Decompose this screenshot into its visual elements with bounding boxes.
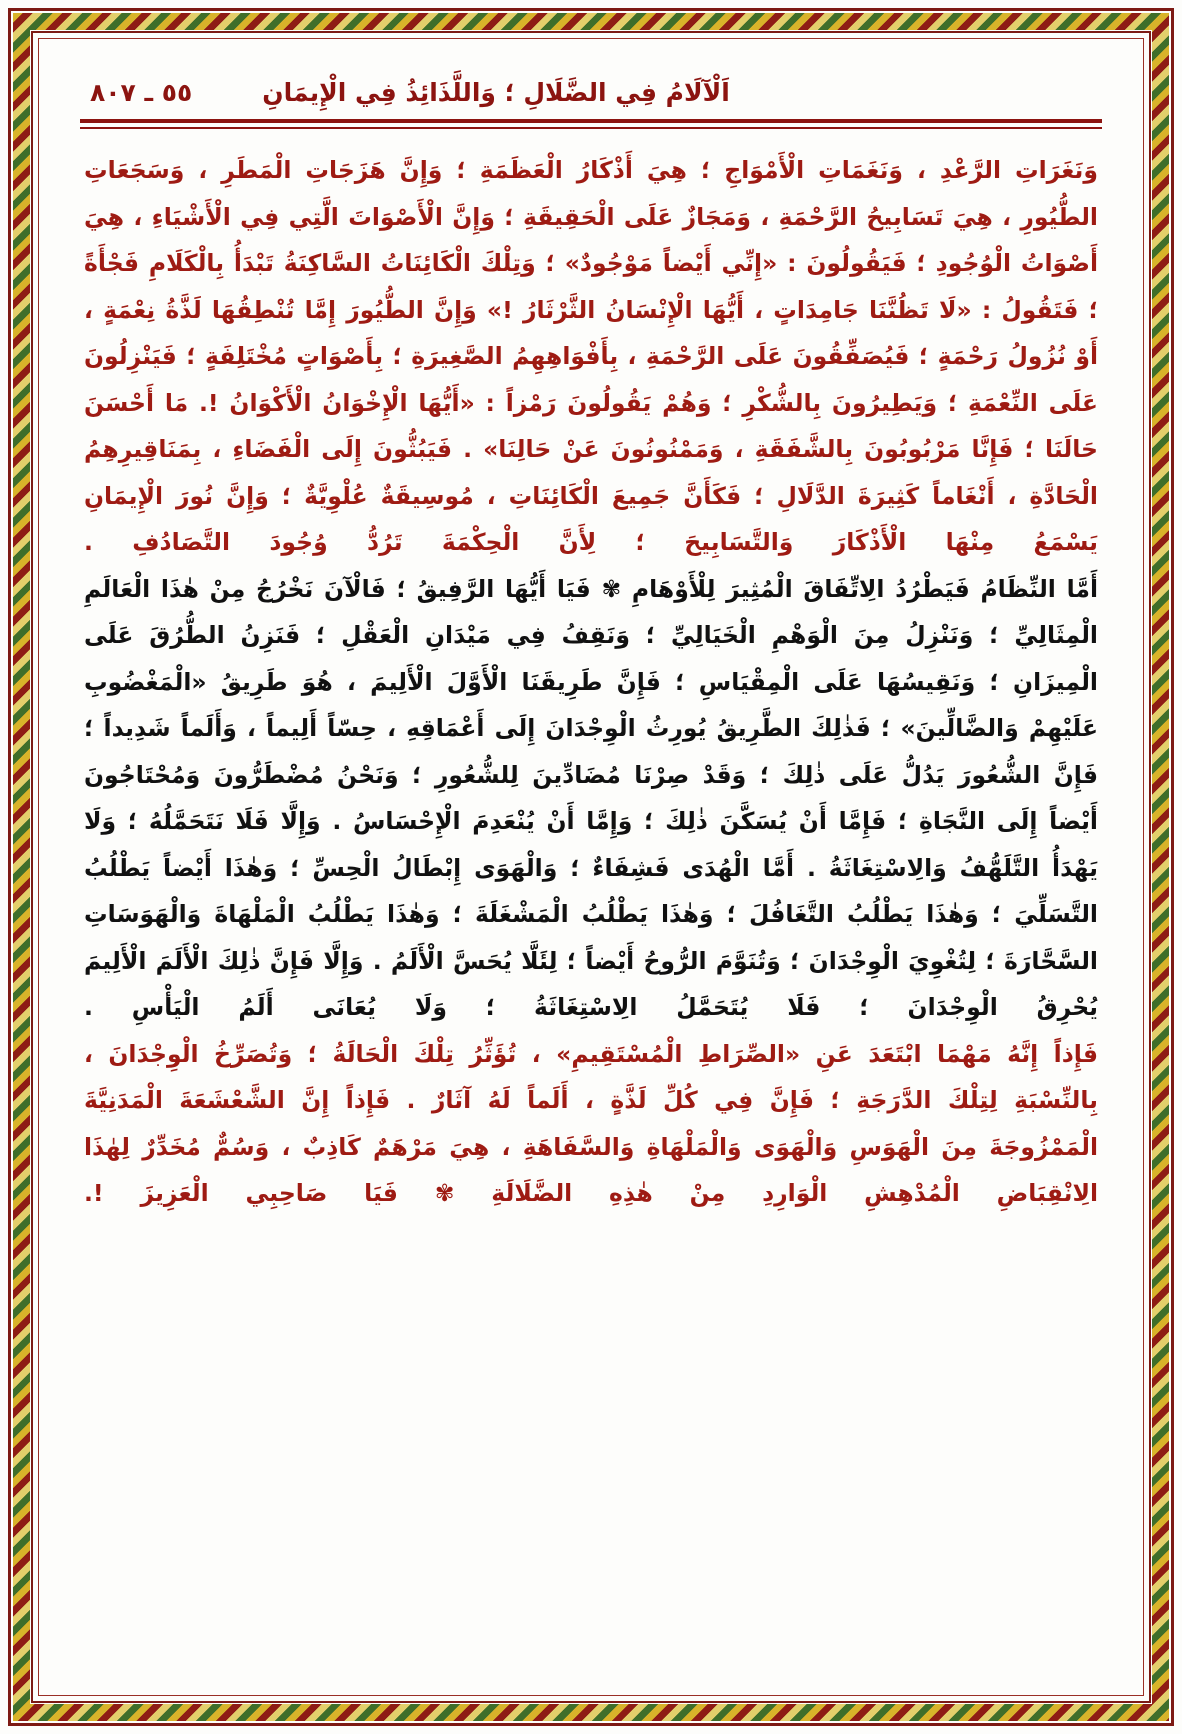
paragraph-one: وَنَغَرَاتِ الرَّعْدِ ، وَنَغَمَاتِ الْأَمْوَاجِ ؛ هِيَ أَذْكَارُ الْعَظَمَةِ ؛ وَإِنَّ هَزَجَاتِ الْمَطَرِ ، وَسَجَعَاتِ الطُّيُورِ ، هِيَ تَسَابِيحُ الرَّحْمَةِ ، وَمَجَازٌ عَلَى الْحَقِيقَةِ ؛ وَإِنَّ الْأَصْوَاتَ الَّتِي فِي الْأَشْيَاءِ ، هِيَ أَصْوَاتُ الْوُجُودِ ؛ فَيَقُولُونَ : «إِنِّي أَيْضاً مَوْجُودٌ» ؛ وَتِلْكَ الْكَائِنَاتُ السَّاكِنَةُ تَبْدَأُ بِالْكَلَامِ فَجْأَةً ؛ فَتَقُولُ : «لَا تَظُنَّنَا جَامِدَاتٍ ، أَيُّهَا الْإِنْسَانُ الثَّرْثَارُ !» وَإِنَّ الطُّيُورَ إِمَّا تُنْطِقُهَا لَذَّةُ نِعْمَةٍ ، أَوْ نُزُولُ رَحْمَةٍ ؛ فَيُصَفِّقُونَ عَلَى الرَّحْمَةِ ، بِأَفْوَاهِهِمُ الصَّغِيرَةِ ؛ بِأَصْوَاتٍ مُخْتَلِفَةٍ ؛ فَيَنْزِلُونَ عَلَى النِّعْمَةِ ؛ وَيَطِيرُونَ بِالشُّكْرِ ؛ وَهُمْ يَقُولُونَ رَمْزاً : «أَيُّهَا الْإِخْوَانُ الْأَكْوَانُ !. مَا أَحْسَنَ حَالَنَا ؛ فَإِنَّا مَرْبُوبُونَ بِالشَّفَقَةِ ، وَمَمْنُونُونَ عَنْ حَالِنَا» . فَيَبُثُّونَ إِلَى الْفَضَاءِ ، بِمَنَاقِيرِهِمُ الْحَادَّةِ ، أَنْغَاماً كَثِيرَةَ الدَّلَالِ ؛ فَكَأَنَّ جَمِيعَ الْكَائِنَاتِ ، مُوسِيقَةٌ عُلْوِيَّةٌ ؛ وَإِنَّ نُورَ الْإِيمَانِ يَسْمَعُ مِنْهَا الْأَذْكَارَ وَالتَّسَابِيحَ ؛ لِأَنَّ الْحِكْمَةَ تَرُدُّ وُجُودَ التَّصَادُفِ . <box>84 156 1098 557</box>
page-header <box>76 78 1106 107</box>
paragraph-three: فَإِذاً إِنَّهُ مَهْمَا ابْتَعَدَ عَنِ «الصِّرَاطِ الْمُسْتَقِيمِ» ، تُؤَثِّرُ تِلْكَ الْحَالَةُ ؛ وَتُصَرِّخُ الْوِجْدَانَ ، بِالنِّسْبَةِ لِتِلْكَ الدَّرَجَةِ ؛ فَإِنَّ فِي كُلِّ لَذَّةٍ ، أَلَماً لَهُ آثَارٌ . فَإِذاً إِنَّ الشَّعْشَعَةَ الْمَدَنِيَّةَ الْمَمْزُوجَةَ مِنَ الْهَوَسِ وَالْهَوَى وَالْمَلْهَاةِ وَالسَّفَاهَةِ ، هِيَ مَرْهَمٌ كَاذِبٌ ، وَسُمٌّ مُخَدِّرٌ لِهٰذَا الِانْقِبَاضِ الْمُدْهِشِ الْوَارِدِ مِنْ هٰذِهِ الضَّلَالَةِ ✾ فَيَا صَاحِبِي الْعَزِيزَ !. <box>84 1039 1098 1208</box>
paragraph-two: أَمَّا النِّظَامُ فَيَطْرُدُ الِاتِّفَاقَ الْمُثِيرَ لِلْأَوْهَامِ ✾ فَيَا أَيُّهَا الرَّفِيقُ ؛ فَالْآنَ نَخْرُجُ مِنْ هٰذَا الْعَالَمِ الْمِثَالِيِّ ؛ وَنَنْزِلُ مِنَ الْوَهْمِ الْخَيَالِيِّ ؛ وَنَقِفُ فِي مَيْدَانِ الْعَقْلِ ؛ فَنَزِنُ الطُّرُقَ عَلَى الْمِيزَانِ ؛ وَنَقِيسُهَا عَلَى الْمِقْيَاسِ ؛ فَإِنَّ طَرِيقَنَا الْأَوَّلَ الْأَلِيمَ ، هُوَ طَرِيقُ «الْمَغْضُوبِ عَلَيْهِمْ وَالضَّالِّينَ» ؛ فَذٰلِكَ الطَّرِيقُ يُورِثُ الْوِجْدَانَ إِلَى أَعْمَاقِهِ ، حِسّاً أَلِيماً ، وَأَلَماً شَدِيداً ؛ فَإِنَّ الشُّعُورَ يَدُلُّ عَلَى ذٰلِكَ ؛ وَقَدْ صِرْنَا مُضَادِّينَ لِلشُّعُورِ ؛ وَنَحْنُ مُضْطَرُّونَ وَمُحْتَاجُونَ أَيْضاً إِلَى النَّجَاةِ ؛ فَإِمَّا أَنْ يُسَكَّنَ ذٰلِكَ ؛ وَإِمَّا أَنْ يُنْعَدِمَ الْإِحْسَاسُ . وَإِلَّا فَلَا نَتَحَمَّلُهُ ؛ وَلَا يَهْدَأُ التَّلَهُّفُ وَالِاسْتِغَاثَةُ . أَمَّا الْهُدَى فَشِفَاءٌ ؛ وَالْهَوَى إِبْطَالُ الْحِسِّ ؛ وَهٰذَا أَيْضاً يَطْلُبُ التَّسَلِّيَ ؛ وَهٰذَا يَطْلُبُ التَّغَافُلَ ؛ وَهٰذَا يَطْلُبُ الْمَشْغَلَةَ ؛ وَهٰذَا يَطْلُبُ الْمَلْهَاةَ وَالْهَوَسَاتِ السَّحَّارَةَ ؛ لِتُغْوِيَ الْوِجْدَانَ ؛ وَتُنَوَّمَ الرُّوحُ أَيْضاً ؛ لِئَلَّا يُحَسَّ الْأَلَمُ . وَإِلَّا فَإِنَّ ذٰلِكَ الْأَلَمَ الْأَلِيمَ يُحْرِقُ الْوِجْدَانَ ؛ فَلَا يُتَحَمَّلُ الِاسْتِغَاثَةُ ؛ وَلَا يُعَانَى أَلَمُ الْيَأْسِ . <box>84 574 1098 1022</box>
page-content <box>56 56 1126 1678</box>
header-rule-thin <box>80 127 1102 129</box>
page-number: ٥٥ ـ ٨٠٧ <box>90 78 193 107</box>
body-text <box>76 147 1106 1217</box>
page-title: اَلْآلَامُ فِي الضَّلَالِ ؛ وَاللَّذَائِذُ فِي الْإِيمَانِ <box>262 78 730 107</box>
header-rule-thick <box>80 119 1102 123</box>
